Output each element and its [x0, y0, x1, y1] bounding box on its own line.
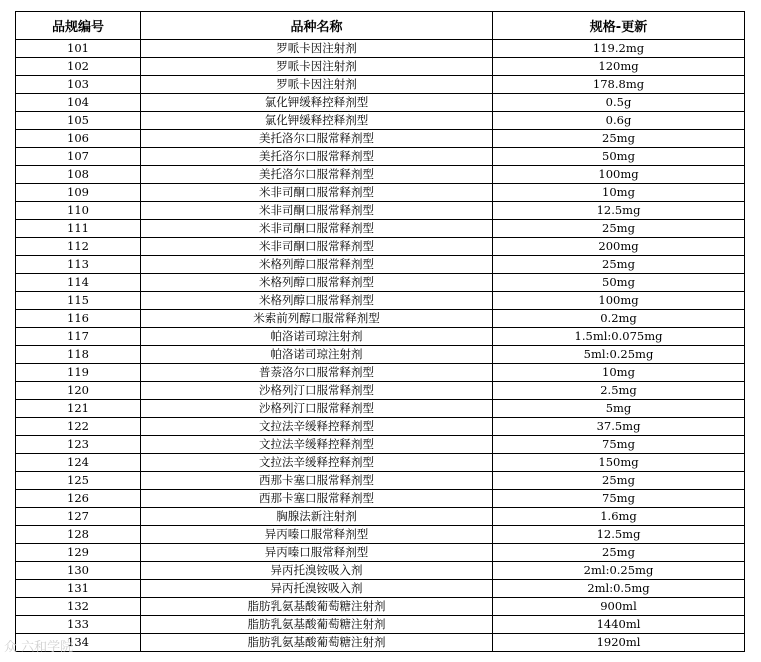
table-row: [16, 112, 745, 130]
table-row: [16, 382, 745, 400]
cell-spec: 5mg: [493, 400, 745, 418]
header-row: [16, 12, 745, 40]
cell-spec: 119.2mg: [493, 40, 745, 58]
cell-name: 米格列醇口服常释剂型: [141, 274, 493, 292]
cell-code: 129: [16, 544, 141, 562]
cell-code: 105: [16, 112, 141, 130]
cell-name: 罗哌卡因注射剂: [141, 76, 493, 94]
cell-name: 沙格列汀口服常释剂型: [141, 382, 493, 400]
cell-code: 123: [16, 436, 141, 454]
cell-code: 122: [16, 418, 141, 436]
table-row: [16, 418, 745, 436]
cell-code: 117: [16, 328, 141, 346]
table-row: [16, 166, 745, 184]
table-row: [16, 328, 745, 346]
cell-code: 104: [16, 94, 141, 112]
cell-spec: 75mg: [493, 436, 745, 454]
cell-code: 114: [16, 274, 141, 292]
table-row: [16, 76, 745, 94]
cell-name: 美托洛尔口服常释剂型: [141, 166, 493, 184]
cell-name: 米索前列醇口服常释剂型: [141, 310, 493, 328]
table-row: [16, 544, 745, 562]
cell-spec: 12.5mg: [493, 202, 745, 220]
table-row: [16, 346, 745, 364]
cell-name: 文拉法辛缓释控释剂型: [141, 454, 493, 472]
cell-name: 西那卡塞口服常释剂型: [141, 472, 493, 490]
cell-name: 脂肪乳氨基酸葡萄糖注射剂: [141, 634, 493, 652]
watermark: 众 六和学院: [4, 640, 74, 655]
cell-name: 美托洛尔口服常释剂型: [141, 148, 493, 166]
header-code: 品规编号: [16, 12, 141, 40]
cell-code: 133: [16, 616, 141, 634]
cell-name: 米格列醇口服常释剂型: [141, 292, 493, 310]
cell-spec: 0.5g: [493, 94, 745, 112]
cell-code: 103: [16, 76, 141, 94]
cell-code: 119: [16, 364, 141, 382]
cell-spec: 1.5ml:0.075mg: [493, 328, 745, 346]
cell-name: 美托洛尔口服常释剂型: [141, 130, 493, 148]
table-row: [16, 490, 745, 508]
cell-spec: 2ml:0.25mg: [493, 562, 745, 580]
cell-spec: 2ml:0.5mg: [493, 580, 745, 598]
table-row: [16, 202, 745, 220]
cell-code: 116: [16, 310, 141, 328]
cell-spec: 5ml:0.25mg: [493, 346, 745, 364]
cell-name: 氯化钾缓释控释剂型: [141, 112, 493, 130]
cell-name: 米非司酮口服常释剂型: [141, 202, 493, 220]
cell-code: 125: [16, 472, 141, 490]
table-row: [16, 598, 745, 616]
cell-code: 134: [16, 634, 141, 652]
cell-spec: 150mg: [493, 454, 745, 472]
cell-code: 101: [16, 40, 141, 58]
cell-code: 121: [16, 400, 141, 418]
cell-spec: 25mg: [493, 130, 745, 148]
cell-name: 帕洛诺司琼注射剂: [141, 346, 493, 364]
cell-name: 普萘洛尔口服常释剂型: [141, 364, 493, 382]
cell-spec: 1.6mg: [493, 508, 745, 526]
cell-name: 沙格列汀口服常释剂型: [141, 400, 493, 418]
cell-code: 110: [16, 202, 141, 220]
cell-code: 106: [16, 130, 141, 148]
table-row: [16, 400, 745, 418]
cell-spec: 1920ml: [493, 634, 745, 652]
cell-spec: 900ml: [493, 598, 745, 616]
cell-spec: 200mg: [493, 238, 745, 256]
cell-name: 异丙嗪口服常释剂型: [141, 544, 493, 562]
table-row: [16, 526, 745, 544]
cell-code: 113: [16, 256, 141, 274]
cell-spec: 120mg: [493, 58, 745, 76]
cell-name: 异丙托溴铵吸入剂: [141, 562, 493, 580]
table-row: [16, 562, 745, 580]
cell-code: 124: [16, 454, 141, 472]
cell-name: 罗哌卡因注射剂: [141, 40, 493, 58]
table-row: [16, 364, 745, 382]
table-row: [16, 256, 745, 274]
table-row: [16, 148, 745, 166]
table-row: [16, 292, 745, 310]
cell-name: 米非司酮口服常释剂型: [141, 184, 493, 202]
cell-code: 130: [16, 562, 141, 580]
cell-spec: 1440ml: [493, 616, 745, 634]
cell-name: 罗哌卡因注射剂: [141, 58, 493, 76]
cell-code: 109: [16, 184, 141, 202]
cell-spec: 0.6g: [493, 112, 745, 130]
cell-code: 132: [16, 598, 141, 616]
cell-spec: 2.5mg: [493, 382, 745, 400]
cell-name: 异丙嗪口服常释剂型: [141, 526, 493, 544]
cell-code: 118: [16, 346, 141, 364]
table-body: [16, 40, 745, 652]
cell-code: 120: [16, 382, 141, 400]
cell-spec: 25mg: [493, 472, 745, 490]
header-name: 品种名称: [141, 12, 493, 40]
cell-code: 108: [16, 166, 141, 184]
cell-spec: 75mg: [493, 490, 745, 508]
cell-name: 米非司酮口服常释剂型: [141, 238, 493, 256]
cell-spec: 50mg: [493, 274, 745, 292]
table-row: [16, 436, 745, 454]
cell-spec: 100mg: [493, 292, 745, 310]
table-row: [16, 184, 745, 202]
cell-spec: 25mg: [493, 220, 745, 238]
cell-spec: 100mg: [493, 166, 745, 184]
table-row: [16, 40, 745, 58]
cell-name: 胸腺法新注射剂: [141, 508, 493, 526]
table-row: [16, 58, 745, 76]
table-row: [16, 238, 745, 256]
cell-name: 文拉法辛缓释控释剂型: [141, 436, 493, 454]
table-row: [16, 634, 745, 652]
table-row: [16, 130, 745, 148]
table-row: [16, 220, 745, 238]
cell-code: 112: [16, 238, 141, 256]
cell-code: 126: [16, 490, 141, 508]
cell-code: 102: [16, 58, 141, 76]
cell-name: 文拉法辛缓释控释剂型: [141, 418, 493, 436]
table-row: [16, 580, 745, 598]
table-row: [16, 94, 745, 112]
cell-spec: 178.8mg: [493, 76, 745, 94]
table-row: [16, 508, 745, 526]
cell-code: 107: [16, 148, 141, 166]
cell-spec: 37.5mg: [493, 418, 745, 436]
cell-name: 脂肪乳氨基酸葡萄糖注射剂: [141, 616, 493, 634]
cell-name: 米非司酮口服常释剂型: [141, 220, 493, 238]
cell-name: 米格列醇口服常释剂型: [141, 256, 493, 274]
cell-code: 127: [16, 508, 141, 526]
cell-name: 脂肪乳氨基酸葡萄糖注射剂: [141, 598, 493, 616]
cell-code: 131: [16, 580, 141, 598]
cell-code: 111: [16, 220, 141, 238]
table-row: [16, 274, 745, 292]
cell-name: 氯化钾缓释控释剂型: [141, 94, 493, 112]
cell-name: 帕洛诺司琼注射剂: [141, 328, 493, 346]
cell-spec: 25mg: [493, 544, 745, 562]
cell-code: 115: [16, 292, 141, 310]
cell-spec: 25mg: [493, 256, 745, 274]
cell-name: 西那卡塞口服常释剂型: [141, 490, 493, 508]
cell-spec: 10mg: [493, 184, 745, 202]
cell-name: 异丙托溴铵吸入剂: [141, 580, 493, 598]
table-row: [16, 472, 745, 490]
cell-spec: 12.5mg: [493, 526, 745, 544]
cell-code: 128: [16, 526, 141, 544]
cell-spec: 0.2mg: [493, 310, 745, 328]
cell-spec: 10mg: [493, 364, 745, 382]
cell-spec: 50mg: [493, 148, 745, 166]
table-row: [16, 616, 745, 634]
drug-spec-table: [15, 11, 745, 652]
table-row: [16, 454, 745, 472]
table-row: [16, 310, 745, 328]
header-spec: 规格-更新: [493, 12, 745, 40]
